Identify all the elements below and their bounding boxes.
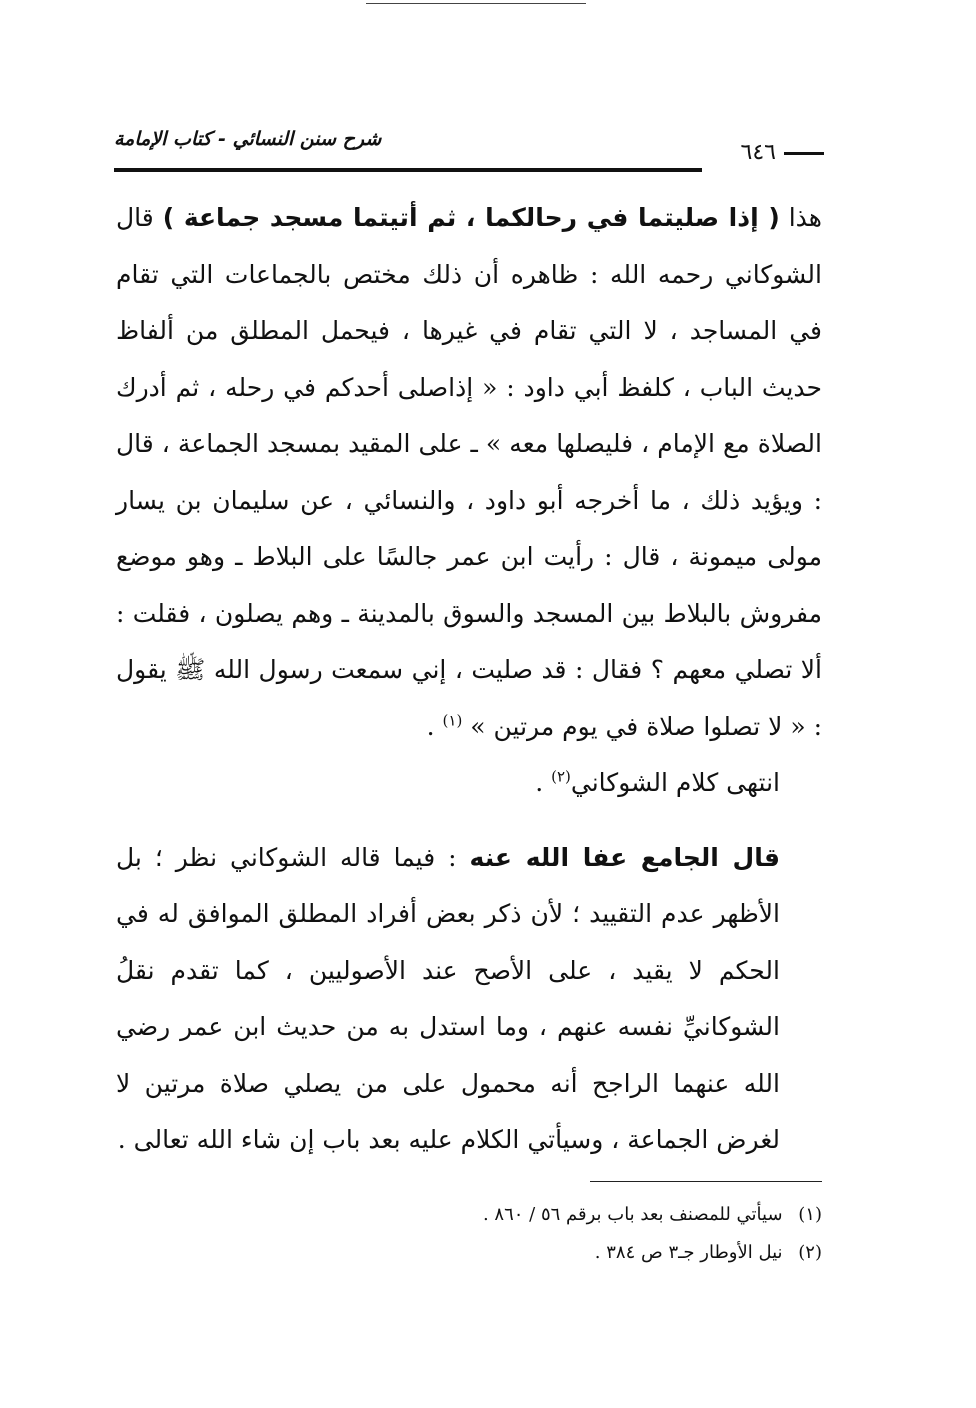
footnote-1-number: (١) xyxy=(798,1204,822,1225)
footnote-ref-2: (٢) xyxy=(551,767,571,786)
footnote-1 xyxy=(116,1196,822,1234)
header-title: شرح سنن النسائي - كتاب الإمامة xyxy=(114,128,382,150)
footnote-2-number: (٢) xyxy=(798,1242,822,1263)
hadith-quote: ( إذا صليتما في رحالكما ، ثم أتيتما مسجد جماعة ) xyxy=(162,203,780,232)
header-dash xyxy=(784,152,824,155)
paragraph-2-end: . xyxy=(535,768,552,797)
paragraph-3 xyxy=(116,830,822,1169)
paragraph-3-lead: قال الجامع عفا الله عنه xyxy=(469,842,781,872)
top-scan-line xyxy=(366,3,586,4)
page-number: ٦٤٦ xyxy=(740,140,776,165)
footnote-separator xyxy=(590,1181,822,1182)
paragraph-2-text: انتهى كلام الشوكاني xyxy=(570,768,780,797)
paragraph-1 xyxy=(116,190,822,755)
footnotes xyxy=(116,1196,822,1272)
paragraph-2 xyxy=(116,755,822,812)
main-text xyxy=(116,190,822,1169)
paragraph-3-text: : فيما قاله الشوكاني نظر ؛ بل الأظهر عدم التقييد ؛ لأن ذكر بعض أفراد المطلق الموافق له في الحكم لا يقيد ، على الأصح عند الأصوليين ، كما تقدم نقلُ الشوكانيِّ نفسه عنهم ، وما استدل به من حديث ابن عمر رضي الله عنهما الراجح أنه محمول على من يصلي صلاة مرتين لا لغرض الجماعة ، وسيأتي الكلام عليه بعد باب إن شاء الله تعالى . xyxy=(116,842,780,1154)
paragraph-1-lead: هذا xyxy=(788,203,822,232)
header-rule xyxy=(114,168,702,172)
paragraph-1-text: قال الشوكاني رحمه الله : ظاهره أن ذلك مختص بالجماعات التي تقام في المساجد ، لا التي تقام في غيرها ، فيحمل المطلق من ألفاظ حديث الباب ، كلفظ أبي داود : « إذاصلى أحدكم في رحله ، ثم أدرك الصلاة مع الإمام ، فليصلها معه » ـ على المقيد بمسجد الجماعة ، قال : ويؤيد ذلك ، ما أخرجه أبو داود ، والنسائي ، عن سليمان بن يسار مولى ميمونة ، قال : رأيت ابن عمر جالسًا على البلاط ـ وهو موضع مفروش بالبلاط بين المسجد والسوق بالمدينة ـ وهم يصلون ، فقلت : ألا تصلي معهم ؟ فقال : قد صليت ، إني سمعت رسول الله ﷺ يقول : « لا تصلوا صلاة في يوم مرتين » xyxy=(116,203,822,741)
footnote-2-text: نيل الأوطار جـ٣ ص ٣٨٤ . xyxy=(594,1242,783,1263)
footnote-2 xyxy=(116,1234,822,1272)
footnote-ref-1: (١) xyxy=(442,711,463,730)
running-header xyxy=(114,128,824,172)
paragraph-1-end: . xyxy=(426,711,443,741)
footnote-1-text: سيأتي للمصنف بعد باب برقم ٥٦ / ٨٦٠ . xyxy=(482,1204,783,1225)
